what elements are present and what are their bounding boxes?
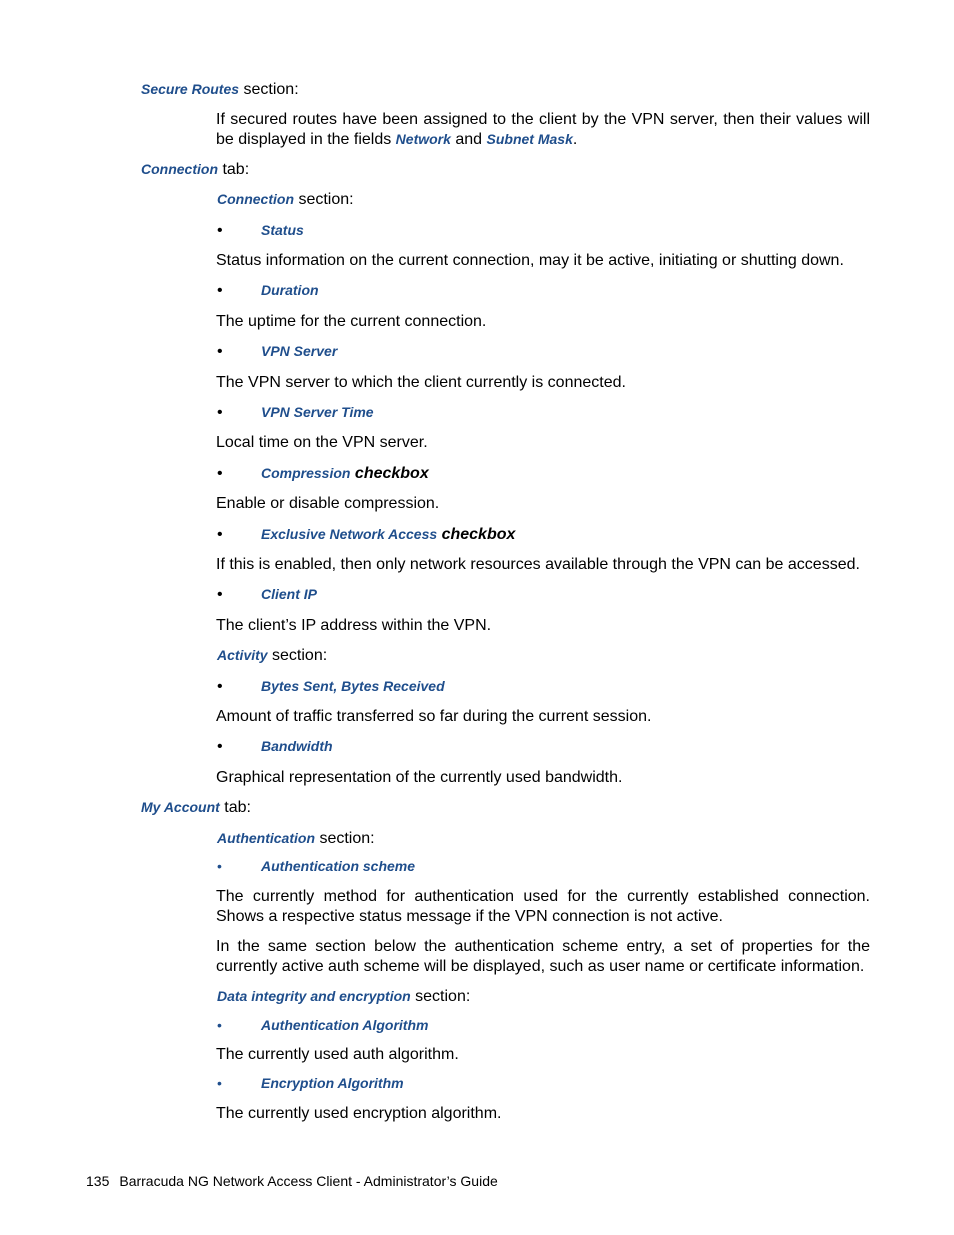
exclusive-network-access-term: Exclusive Network Access	[261, 526, 438, 542]
duration-description: The uptime for the current connection.	[216, 313, 487, 330]
data-integrity-section-heading	[217, 987, 470, 1006]
list-item-term	[261, 737, 333, 756]
list-item-term	[261, 857, 415, 876]
network-term: Network	[395, 130, 451, 147]
bullet-icon: •	[217, 465, 223, 482]
connection-section-suffix: section:	[294, 191, 354, 208]
page-number: 135	[86, 1173, 110, 1189]
status-description: Status information on the current connection, may it be active, initiating or shutting down.	[216, 252, 844, 269]
connection-tab-heading	[141, 160, 249, 179]
authentication-algorithm-description: The currently used auth algorithm.	[216, 1046, 459, 1063]
vpn-server-time-term: VPN Server Time	[261, 404, 374, 420]
period-text: .	[572, 130, 578, 148]
list-item-term	[261, 1074, 404, 1093]
page-footer	[86, 1173, 498, 1190]
vpn-server-description: The VPN server to which the client currently is connected.	[216, 374, 626, 391]
bullet-icon: •	[217, 586, 223, 603]
secure-routes-term: Secure Routes	[141, 81, 240, 97]
compression-term: Compression	[261, 465, 351, 481]
list-item-term	[261, 525, 515, 544]
bullet-icon: •	[217, 282, 223, 299]
authentication-algorithm-term: Authentication Algorithm	[261, 1017, 429, 1033]
authentication-scheme-description: The currently method for authentication used for the currently established connection. Shows a respective status message if the VPN connection is not active.	[216, 888, 870, 925]
exclusive-network-access-description: If this is enabled, then only network resources available through the VPN can be accessed.	[216, 556, 860, 573]
bullet-icon: •	[217, 222, 223, 239]
activity-section-term: Activity	[217, 647, 268, 663]
encryption-algorithm-description: The currently used encryption algorithm.	[216, 1105, 502, 1122]
data-integrity-section-term: Data integrity and encryption	[217, 988, 411, 1004]
authentication-section-suffix: section:	[315, 830, 375, 847]
secure-routes-description	[216, 110, 870, 149]
data-integrity-section-suffix: section:	[410, 988, 471, 1005]
authentication-section-heading	[217, 829, 375, 848]
list-item-term	[261, 677, 445, 696]
authentication-scheme-term: Authentication scheme	[261, 858, 416, 874]
duration-term: Duration	[261, 282, 319, 298]
authentication-section-term: Authentication	[217, 830, 315, 846]
subnet-mask-term: Subnet Mask	[486, 130, 573, 147]
my-account-tab-term: My Account	[141, 799, 220, 815]
document-title: Barracuda NG Network Access Client - Administrator’s Guide	[119, 1173, 498, 1189]
list-item-term	[261, 221, 304, 240]
bullet-icon: •	[217, 343, 223, 360]
vpn-server-time-description: Local time on the VPN server.	[216, 434, 428, 451]
connection-section-heading	[217, 190, 354, 209]
bullet-icon: •	[217, 1017, 222, 1033]
connection-tab-term: Connection	[141, 161, 218, 177]
bullet-icon: •	[217, 858, 222, 874]
bullet-icon: •	[217, 738, 223, 755]
activity-section-suffix: section:	[267, 647, 328, 664]
list-item-term	[261, 1016, 428, 1035]
checkbox-suffix: checkbox	[437, 526, 516, 543]
list-item-term	[261, 403, 374, 422]
encryption-algorithm-term: Encryption Algorithm	[261, 1075, 404, 1091]
authentication-scheme-properties-description: In the same section below the authentication scheme entry, a set of properties for the currently active auth scheme will be displayed, such as user name or certificate information.	[216, 938, 870, 975]
checkbox-suffix: checkbox	[350, 465, 429, 482]
secure-routes-heading	[141, 80, 299, 99]
secure-routes-suffix: section:	[239, 81, 299, 98]
list-item-term	[261, 281, 319, 300]
my-account-tab-heading	[141, 798, 251, 817]
client-ip-description: The client’s IP address within the VPN.	[216, 617, 492, 634]
bandwidth-description: Graphical representation of the currently used bandwidth.	[216, 769, 623, 786]
bullet-icon: •	[217, 526, 223, 543]
bytes-description: Amount of traffic transferred so far during the current session.	[216, 708, 652, 725]
and-text: and	[450, 130, 487, 148]
bullet-icon: •	[217, 678, 223, 695]
secure-routes-text: If secured routes have been assigned to the client by the VPN server, then their values will be displayed in the fields	[216, 111, 870, 148]
bullet-icon: •	[217, 404, 223, 421]
status-term: Status	[261, 222, 304, 238]
activity-section-heading	[217, 646, 327, 665]
bullet-icon: •	[217, 1075, 222, 1091]
list-item-term	[261, 464, 429, 483]
client-ip-term: Client IP	[261, 586, 318, 602]
bytes-term: Bytes Sent, Bytes Received	[261, 678, 445, 694]
list-item-term	[261, 342, 337, 361]
vpn-server-term: VPN Server	[261, 343, 338, 359]
list-item-term	[261, 585, 317, 604]
bandwidth-term: Bandwidth	[261, 738, 333, 754]
connection-tab-suffix: tab:	[218, 161, 250, 178]
compression-description: Enable or disable compression.	[216, 495, 440, 512]
connection-section-term: Connection	[217, 191, 294, 207]
my-account-tab-suffix: tab:	[219, 799, 251, 816]
